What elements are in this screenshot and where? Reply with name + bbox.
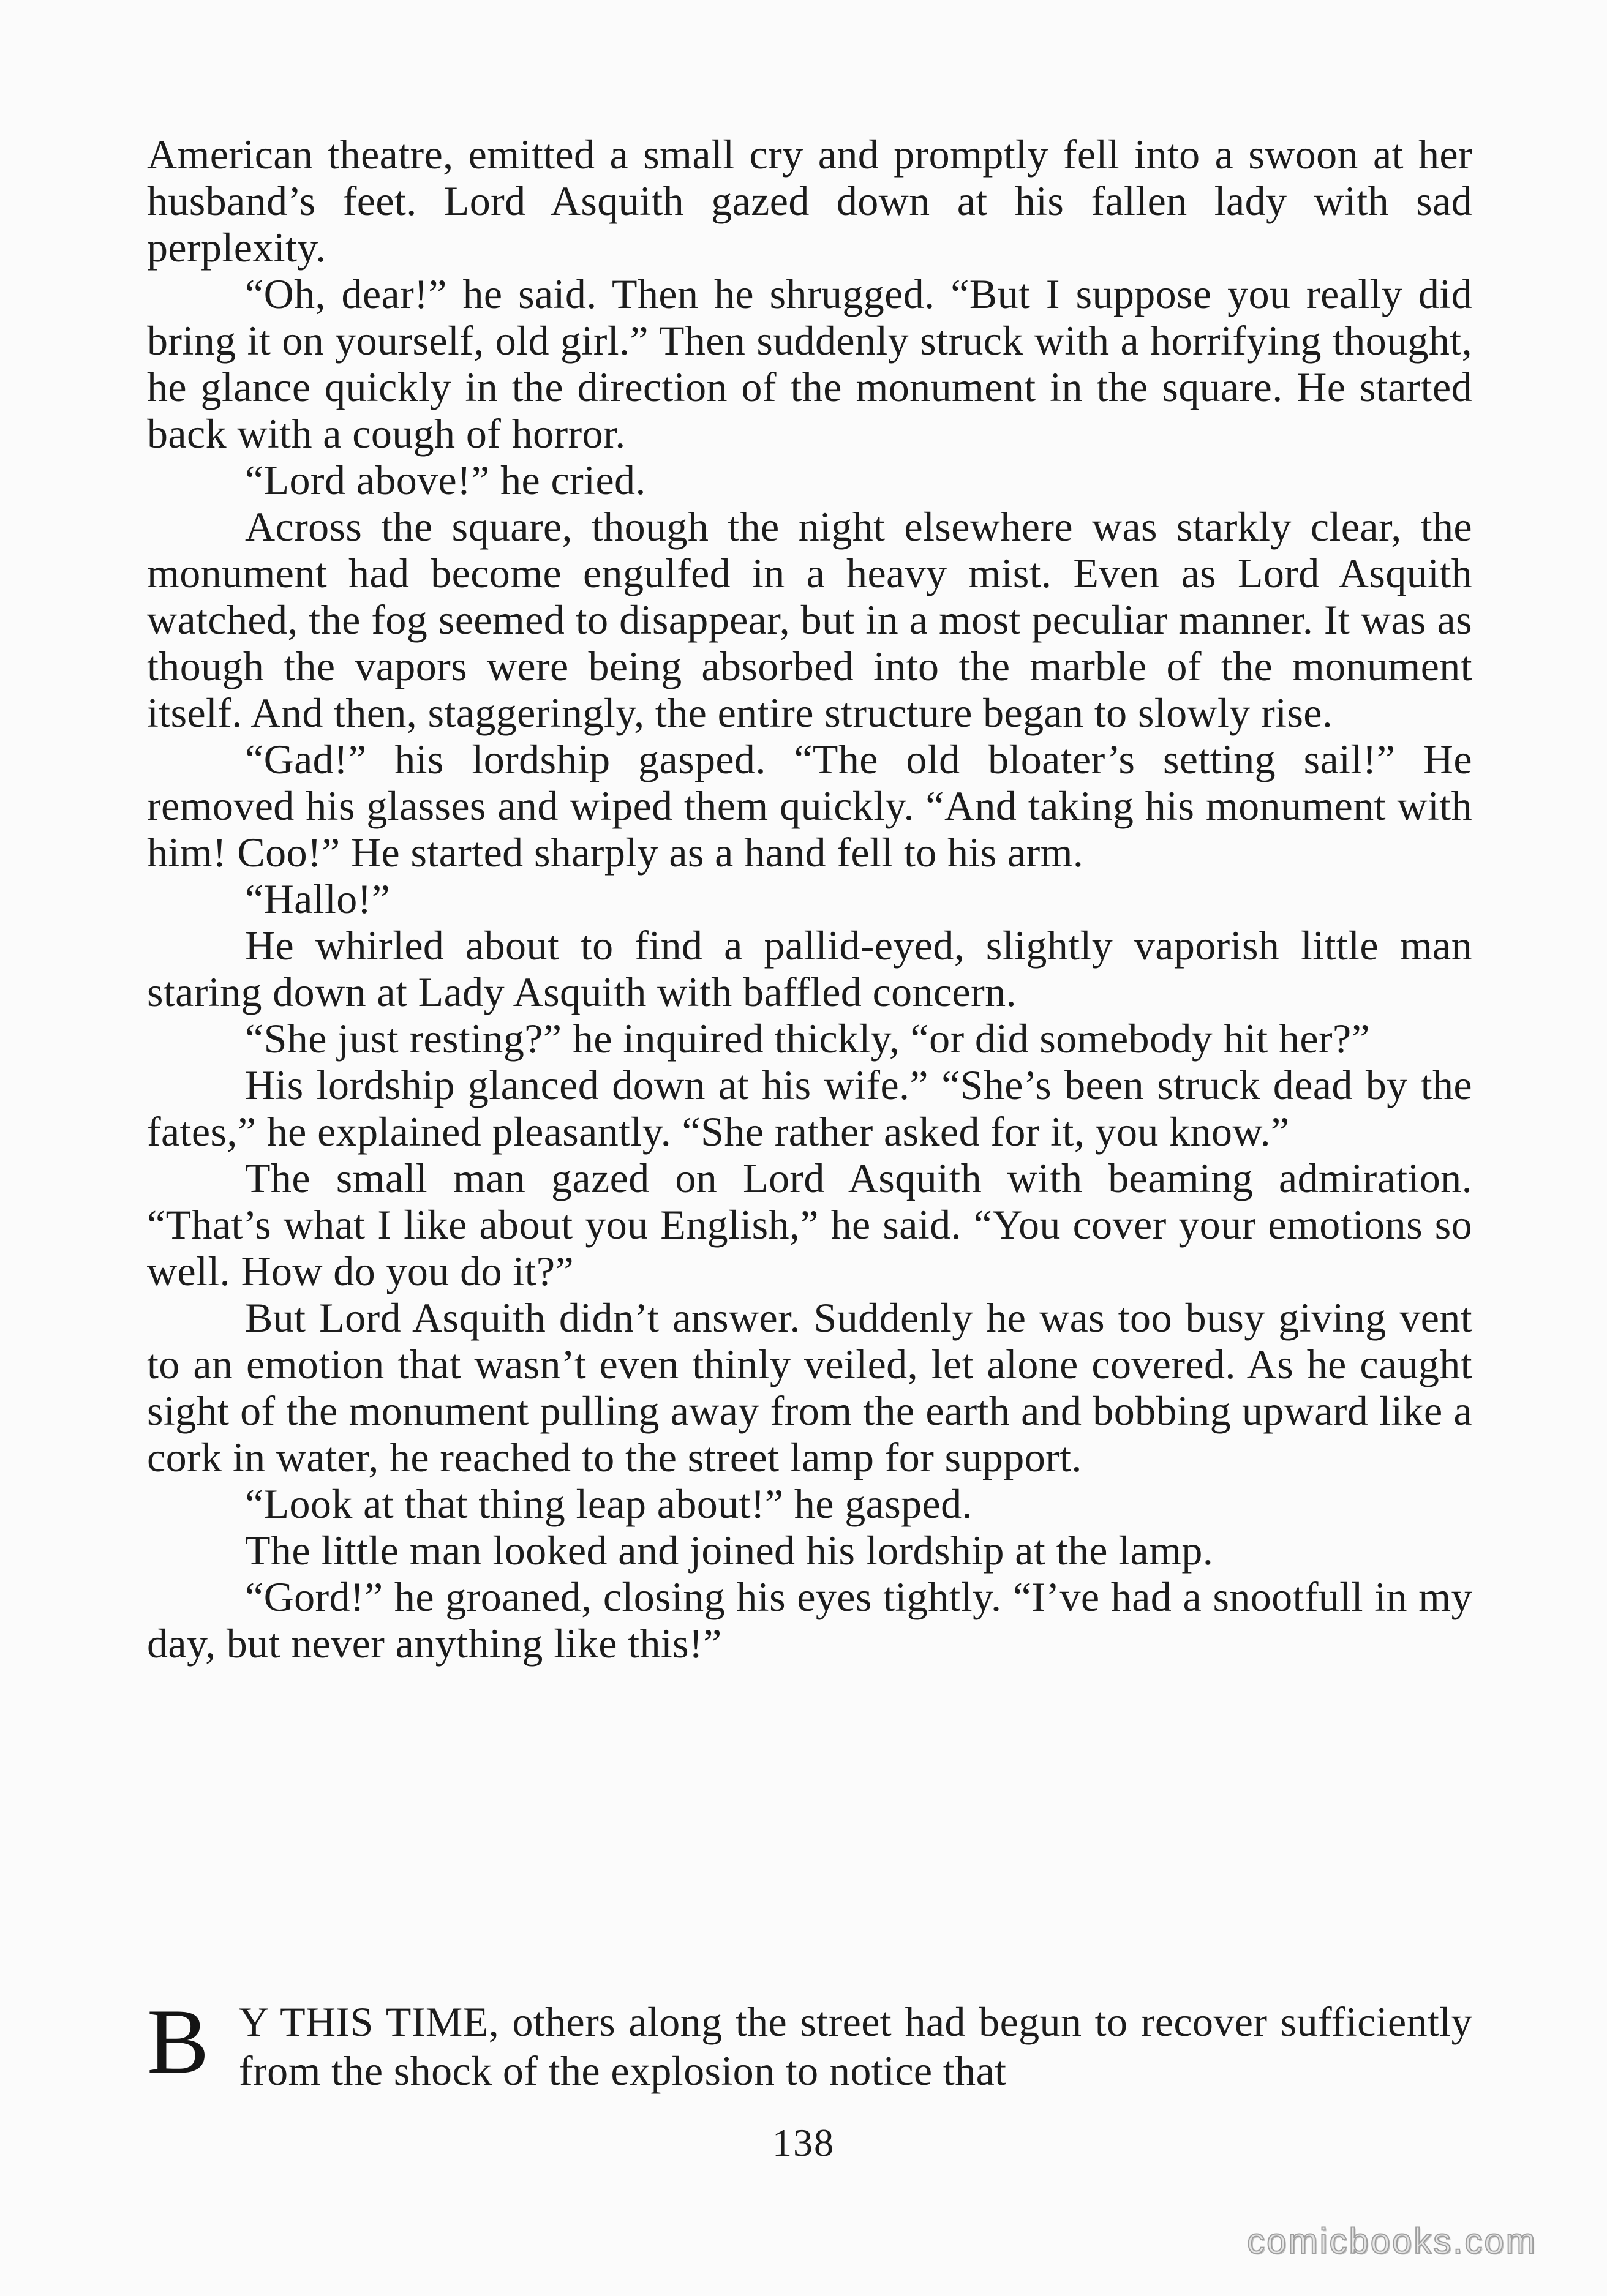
paragraph: “Gad!” his lordship gasped. “The old bloater’s setting sail!” He removed his glasses and wiped them quickly. “And taking his monument with him! Coo!” He started sharply as a hand fell to his arm. <box>147 736 1472 876</box>
paragraph: “Lord above!” he cried. <box>245 457 646 503</box>
paragraph: The small man gazed on Lord Asquith with beaming admiration. “That’s what I like about you English,” he said. “You cover your emotions so well. How do you do it?” <box>147 1155 1472 1294</box>
paragraph: The little man looked and joined his lordship at the lamp. <box>245 1527 1214 1574</box>
page-number: 138 <box>772 2121 835 2164</box>
paragraph: “Look at that thing leap about!” he gasped. <box>245 1480 973 1527</box>
paragraph: “Gord!” he groaned, closing his eyes tightly. “I’ve had a snootfull in my day, but never anything like this!” <box>147 1574 1472 1667</box>
paragraph: But Lord Asquith didn’t answer. Suddenly he was too busy giving vent to an emotion that wasn’t even thinly veiled, let alone covered. As he caught sight of the monument pulling away from the earth and bobbing upward like a cork in water, he reached to the street lamp for support. <box>147 1294 1472 1480</box>
paragraph: His lordship glanced down at his wife.” “She’s been struck dead by the fates,” he explained pleasantly. “She rather asked for it, you know.” <box>147 1062 1472 1155</box>
section-opening <box>147 1990 1472 2101</box>
watermark-logo: comicbooks.com <box>1247 2221 1537 2261</box>
body-text <box>147 131 1472 1667</box>
paragraph-continued: American theatre, emitted a small cry and promptly fell into a swoon at her husband’s feet. Lord Asquith gazed down at his fallen lady with sad perplexity. <box>147 131 1472 271</box>
paragraph: “Oh, dear!” he said. Then he shrugged. “But I suppose you really did bring it on yourself, old girl.” Then suddenly struck with a horrifying thought, he glance quickly in the direction of the monument in the square. He started back with a cough of horror. <box>147 271 1472 457</box>
drop-cap: B <box>147 1990 209 2093</box>
paragraph: He whirled about to find a pallid-eyed, slightly vaporish little man staring down at Lady Asquith with baffled concern. <box>147 922 1472 1015</box>
paragraph: “Hallo!” <box>245 876 391 922</box>
paragraph: “She just resting?” he inquired thickly, “or did somebody hit her?” <box>245 1015 1371 1062</box>
section-opening-text: Y THIS TIME, others along the street had begun to recover sufficiently from the shock of the explosion to notice that <box>239 1998 1472 2094</box>
paragraph: Across the square, though the night elsewhere was starkly clear, the monument had become engulfed in a heavy mist. Even as Lord Asquith watched, the fog seemed to disappear, but in a most peculiar manner. It was as though the vapors were being absorbed into the marble of the monument itself. And then, staggeringly, the entire structure began to slowly rise. <box>147 503 1472 736</box>
